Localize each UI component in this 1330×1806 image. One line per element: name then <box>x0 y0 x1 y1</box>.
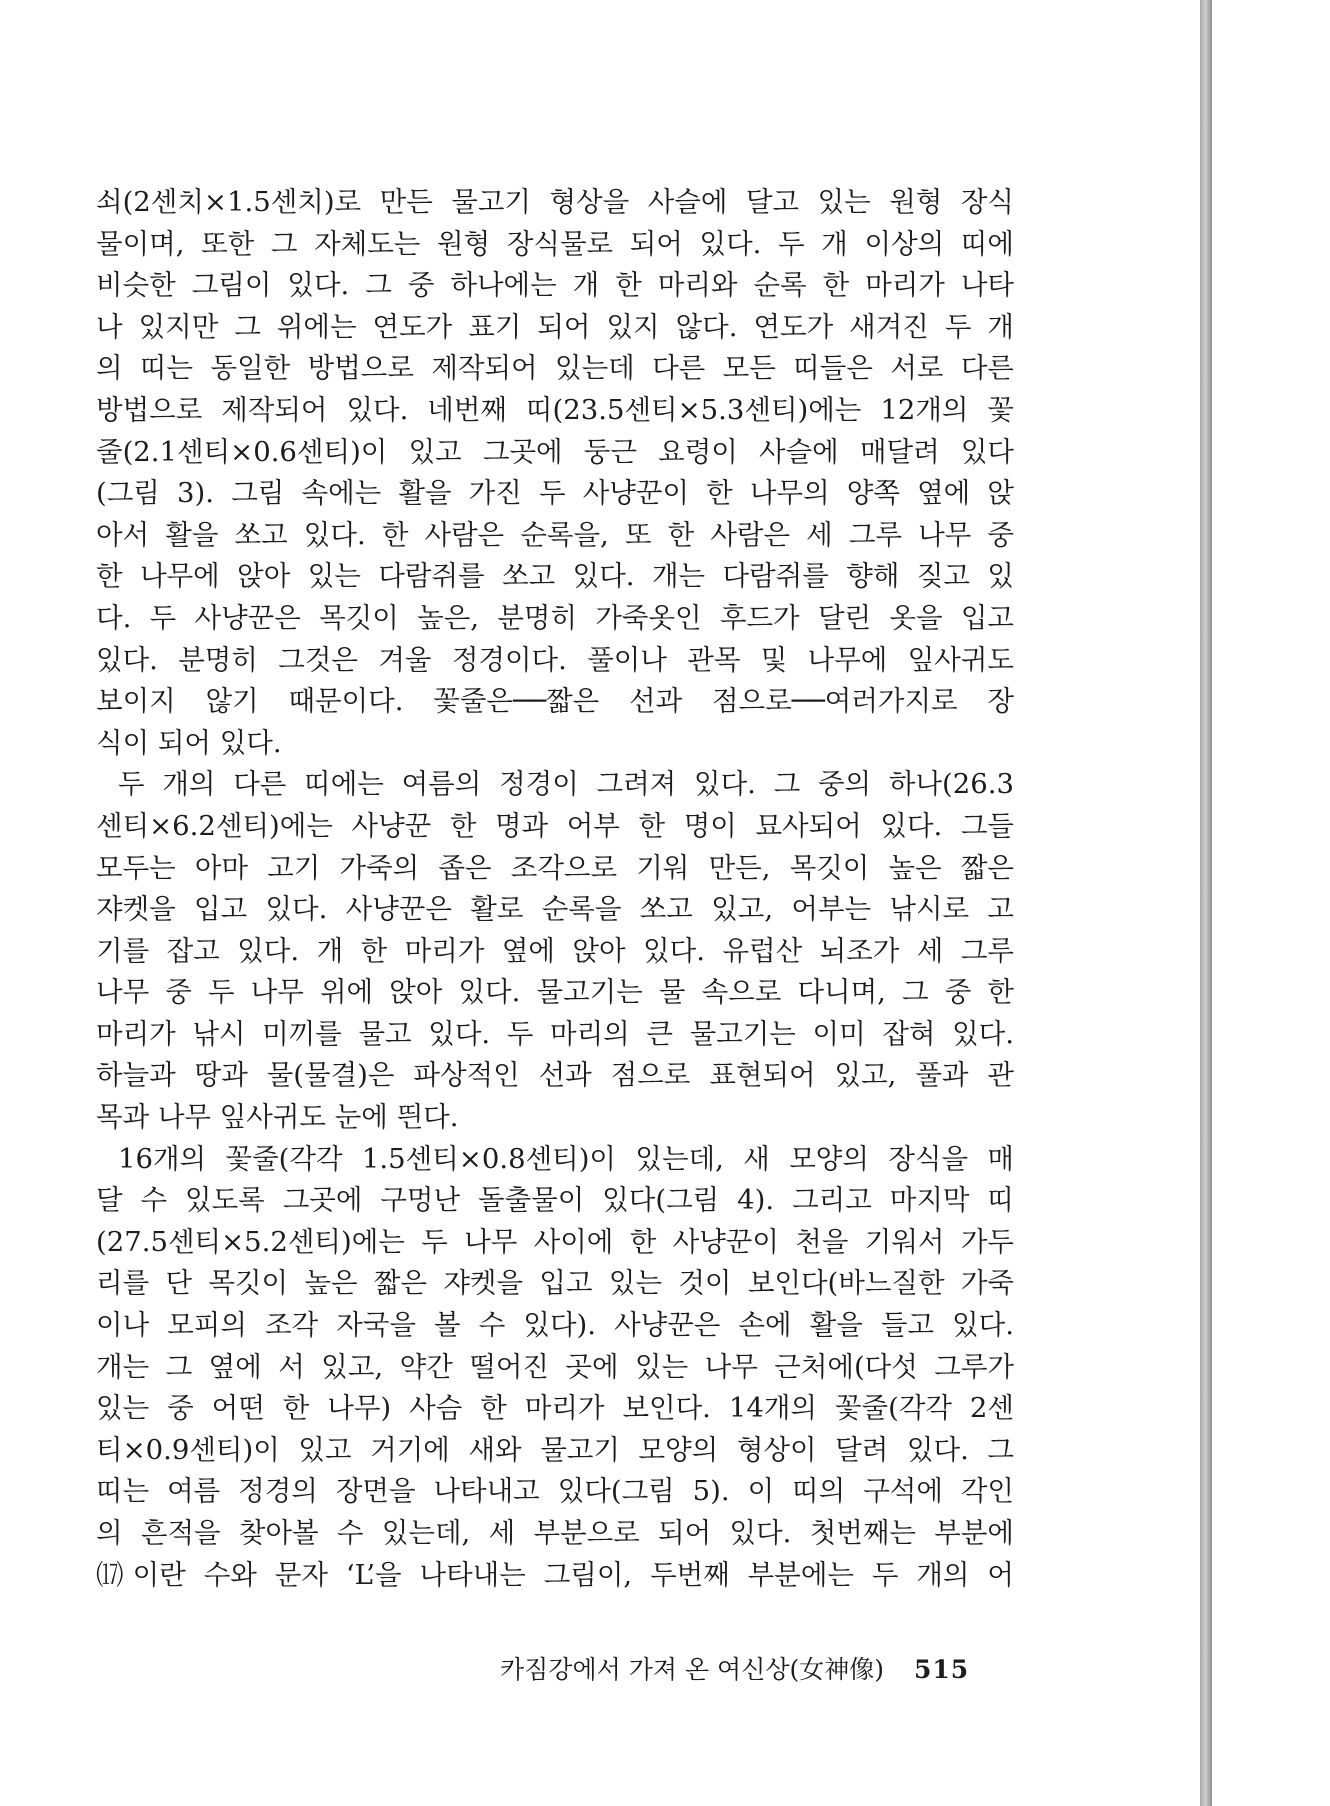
text-line: 아서 활을 쏘고 있다. 한 사람은 순록을, 또 한 사람은 세 그루 나무 중 <box>96 518 1014 551</box>
text-line: 하늘과 땅과 물(물결)은 파상적인 선과 점으로 표현되어 있고, 풀과 관 <box>96 1059 1014 1092</box>
text-line: 방법으로 제작되어 있다. 네번째 띠(23.5센티×5.3센티)에는 12개의 꽃 <box>96 393 1014 426</box>
text-line: 기를 잡고 있다. 개 한 마리가 옆에 앉아 있다. 유럽산 뇌조가 세 그루 <box>96 934 1014 967</box>
paragraph-1 <box>96 182 1014 764</box>
text-line: 리를 단 목깃이 높은 짧은 쟈켓을 입고 있는 것이 보인다(바느질한 가죽 <box>96 1267 1014 1300</box>
text-line: 티×0.9센티)이 있고 거기에 새와 물고기 모양의 형상이 달려 있다. 그 <box>96 1433 1014 1466</box>
text-line: 있는 중 어떤 한 나무) 사슴 한 마리가 보인다. 14개의 꽃줄(각각 2센 <box>96 1392 1014 1425</box>
text-line: 이나 모피의 조각 자국을 볼 수 있다). 사냥꾼은 손에 활을 들고 있다. <box>96 1309 1014 1342</box>
text-line: 물이며, 또한 그 자체도는 원형 장식물로 되어 있다. 두 개 이상의 띠에 <box>96 227 1014 260</box>
text-line: 마리가 낚시 미끼를 물고 있다. 두 마리의 큰 물고기는 이미 잡혀 있다. <box>96 1017 1014 1050</box>
text-line: 줄(2.1센티×0.6센티)이 있고 그곳에 둥근 요령이 사슬에 매달려 있다 <box>96 435 1014 468</box>
paragraph-3 <box>96 1139 1014 1597</box>
text-line: 쇠(2센치×1.5센치)로 만든 물고기 형상을 사슬에 달고 있는 원형 장식 <box>96 186 1014 218</box>
text-line: 식이 되어 있다. <box>96 726 282 759</box>
text-line: 다. 두 사냥꾼은 목깃이 높은, 분명히 가죽옷인 후드가 달린 옷을 입고 <box>96 601 1014 634</box>
text-line: 쟈켓을 입고 있다. 사냥꾼은 활로 순록을 쏘고 있고, 어부는 낚시로 고 <box>96 893 1014 926</box>
text-line: 개는 그 옆에 서 있고, 약간 떨어진 곳에 있는 나무 근처에(다섯 그루가 <box>96 1350 1014 1383</box>
page-margin <box>1212 0 1330 1806</box>
body-text <box>96 182 1014 1596</box>
text-line: 목과 나무 잎사귀도 눈에 띈다. <box>96 1101 459 1134</box>
text-line: 의 띠는 동일한 방법으로 제작되어 있는데 다른 모든 띠들은 서로 다른 <box>96 352 1014 385</box>
paragraph-2 <box>96 764 1014 1138</box>
text-line: 모두는 아마 고기 가죽의 좁은 조각으로 기워 만든, 목깃이 높은 짧은 <box>96 851 1014 884</box>
text-line: 두 개의 다른 띠에는 여름의 정경이 그려져 있다. 그 중의 하나(26.3 <box>118 768 1014 801</box>
text-line: ⒄이란 수와 문자 ‘L’을 나타내는 그림이, 두번째 부분에는 두 개의 어 <box>96 1558 1014 1591</box>
text-line: 센티×6.2센티)에는 사냥꾼 한 명과 어부 한 명이 묘사되어 있다. 그들 <box>96 809 1014 842</box>
text-line: 비슷한 그림이 있다. 그 중 하나에는 개 한 마리와 순록 한 마리가 나타 <box>96 269 1014 302</box>
text-line: 16개의 꽃줄(각각 1.5센티×0.8센티)이 있는데, 새 모양의 장식을 매 <box>118 1142 1014 1175</box>
text-line: (그림 3). 그림 속에는 활을 가진 두 사냥꾼이 한 나무의 양쪽 옆에 앉 <box>96 477 1014 510</box>
text-line: 달 수 있도록 그곳에 구멍난 돌출물이 있다(그림 4). 그리고 마지막 띠 <box>96 1184 1014 1217</box>
page-footer <box>500 1650 1020 1686</box>
text-line: 띠는 여름 정경의 장면을 나타내고 있다(그림 5). 이 띠의 구석에 각인 <box>96 1475 1014 1508</box>
text-line: 나 있지만 그 위에는 연도가 표기 되어 있지 않다. 연도가 새겨진 두 개 <box>96 310 1014 343</box>
page-edge-divider <box>1200 0 1212 1806</box>
text-line: (27.5센티×5.2센티)에는 두 나무 사이에 한 사냥꾼이 천을 기워서 가두 <box>96 1225 1014 1258</box>
text-line: 나무 중 두 나무 위에 앉아 있다. 물고기는 물 속으로 다니며, 그 중 한 <box>96 976 1014 1009</box>
text-line: 의 흔적을 찾아볼 수 있는데, 세 부분으로 되어 있다. 첫번째는 부분에 <box>96 1517 1014 1549</box>
running-title: 카짐강에서 가져 온 여신상(女神像) <box>500 1655 884 1684</box>
page-number: 515 <box>913 1655 970 1684</box>
text-line: 한 나무에 앉아 있는 다람쥐를 쏘고 있다. 개는 다람쥐를 향해 짖고 있 <box>96 560 1014 593</box>
text-line: 있다. 분명히 그것은 겨울 정경이다. 풀이나 관목 및 나무에 잎사귀도 <box>96 643 1014 676</box>
text-line: 보이지 않기 때문이다. 꽃줄은──짧은 선과 점으로──여러가지로 장 <box>96 685 1014 718</box>
